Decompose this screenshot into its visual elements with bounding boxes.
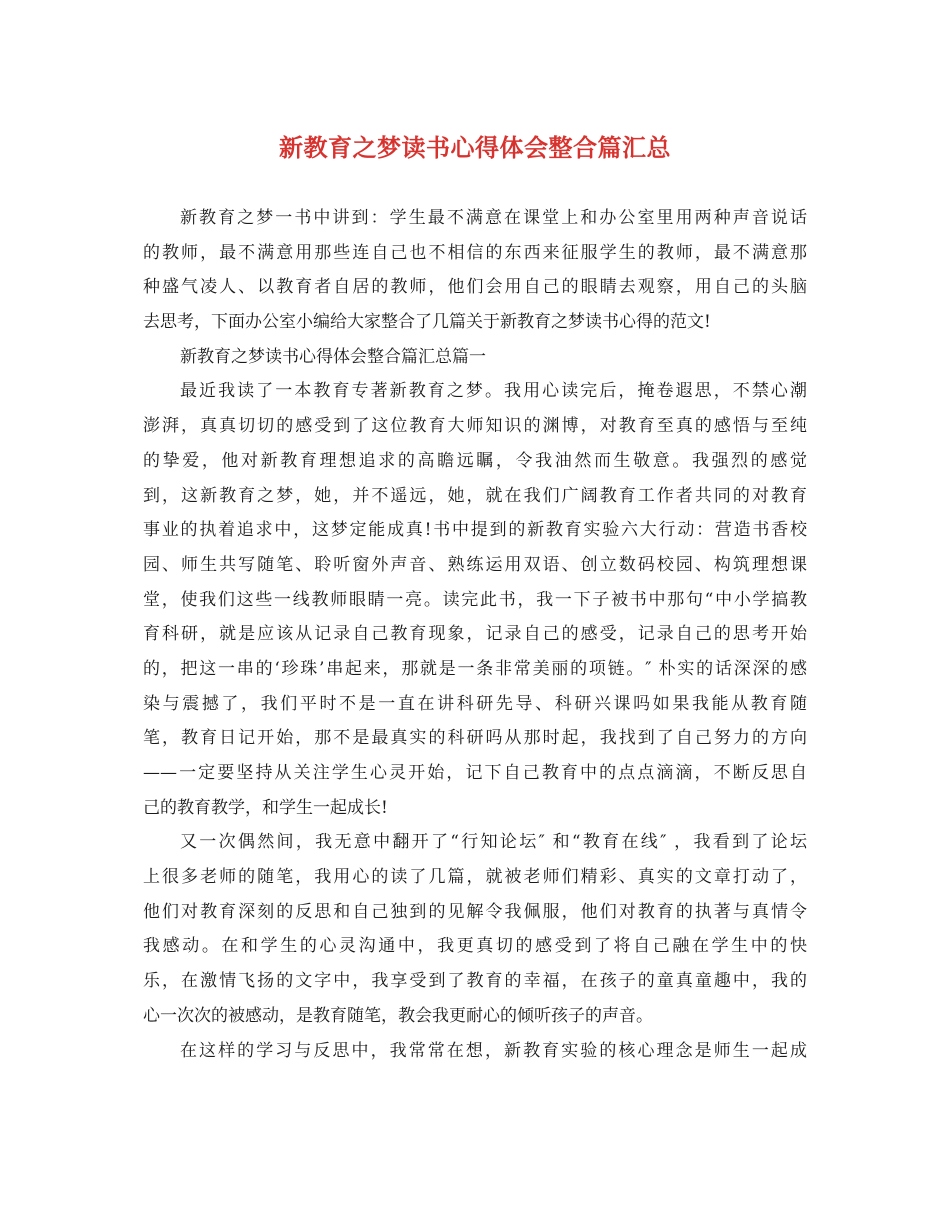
paragraph-line: 上很多老师的随笔，我用心的读了几篇，就被老师们精彩、真实的文章打动了， [143, 867, 807, 888]
paragraph-line: 染与震撼了，我们平时不是一直在讲科研先导、科研兴课吗如果我能从教育随 [143, 693, 807, 714]
paragraph-line: 新教育之梦一书中讲到：学生最不满意在课堂上和办公室里用两种声音说话 [180, 208, 807, 228]
paragraph-line: 他们对教育深刻的反思和自己独到的见解令我佩服，他们对教育的执著与真情令 [143, 901, 807, 922]
section-heading: 新教育之梦读书心得体会整合篇汇总篇一 [180, 346, 486, 367]
paragraph-line: 育科研，就是应该从记录自己教育现象，记录自己的感受，记录自己的思考开始 [143, 624, 807, 645]
paragraph-line: 事业的执着追求中，这梦定能成真!书中提到的新教育实验六大行动：营造书香校 [143, 520, 807, 541]
document-title: 新教育之梦读书心得体会整合篇汇总 [279, 133, 671, 162]
paragraph-line: 己的教育教学，和学生一起成长! [143, 797, 388, 818]
paragraph-line: 笔，教育日记开始，那不是最真实的科研吗从那时起，我找到了自己努力的方向 [143, 728, 807, 749]
paragraph-line: 去思考，下面办公室小编给大家整合了几篇关于新教育之梦读书心得的范文! [143, 312, 711, 333]
paragraph-line: 的教师，最不满意用那些连自己也不相信的东西来征服学生的教师，最不满意那 [143, 242, 807, 263]
paragraph-line: 最近我读了一本教育专著新教育之梦。我用心读完后，掩卷遐思，不禁心潮 [180, 381, 807, 402]
paragraph-line: 我感动。在和学生的心灵沟通中，我更真切的感受到了将自己融在学生中的快 [143, 936, 807, 957]
paragraph-line: 在这样的学习与反思中，我常常在想，新教育实验的核心理念是师生一起成 [180, 1040, 807, 1061]
paragraph-line: 园、师生共写随笔、聆听窗外声音、熟练运用双语、创立数码校园、构筑理想课 [143, 554, 807, 575]
paragraph-line: ——一定要坚持从关注学生心灵开始，记下自己教育中的点点滴滴，不断反思自 [143, 763, 807, 783]
paragraph-line: 的挚爱，他对新教育理想追求的高瞻远瞩，令我油然而生敬意。我强烈的感觉 [143, 450, 807, 471]
document-body [143, 201, 807, 1068]
paragraph-line: 到，这新教育之梦，她，并不遥远，她，就在我们广阔教育工作者共同的对教育 [143, 485, 807, 506]
paragraph-line: 澎湃，真真切切的感受到了这位教育大师知识的渊博，对教育至真的感悟与至纯 [143, 416, 807, 437]
paragraph-line: 的，把这一串的‘珍珠’串起来，那就是一条非常美丽的项链。″ 朴实的话深深的感 [143, 658, 807, 679]
paragraph-line: 又一次偶然间，我无意中翻开了“行知论坛″ 和“教育在线″ ，我看到了论坛 [180, 832, 807, 853]
paragraph-line: 心一次次的被感动，是教育随笔，教会我更耐心的倾听孩子的声音。 [143, 1005, 653, 1026]
paragraph-line: 种盛气凌人、以教育者自居的教师，他们会用自己的眼睛去观察，用自己的头脑 [143, 277, 807, 298]
paragraph-line: 乐，在激情飞扬的文字中，我享受到了教育的幸福，在孩子的童真童趣中，我的 [143, 971, 807, 992]
paragraph-line: 堂，使我们这些一线教师眼睛一亮。读完此书，我一下子被书中那句“中小学搞教 [143, 589, 807, 610]
